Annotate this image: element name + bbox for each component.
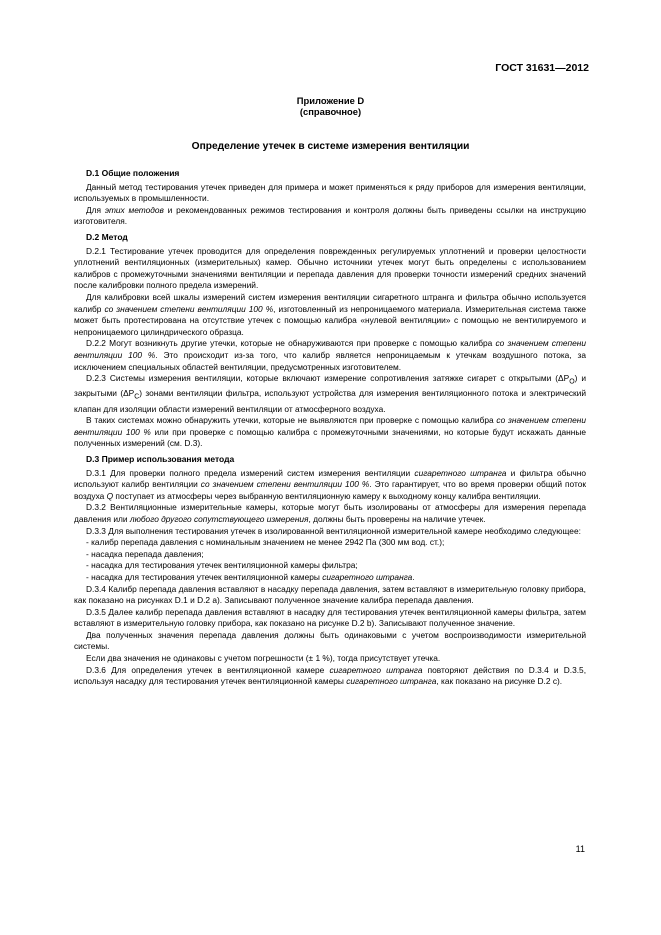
paragraph: Два полученных значения перепада давления должны быть одинаковыми с учетом воспроизводимости измерительной системы. — [74, 629, 586, 652]
paragraph: Данный метод тестирования утечек приведен для примера и может применяться к ряду приборов для измерения вентиляции, используемых в промышленности. — [74, 181, 586, 204]
paragraph: Если два значения не одинаковы с учетом погрешности (± 1 %), тогда присутствует утечка. — [86, 653, 441, 664]
paragraph: Для этих методов и рекомендованных режимов тестирования и контроля должны быть приведены ссылки на инструкцию изготовителя. — [74, 204, 586, 227]
list-item: - насадка для тестирования утечек вентиляционной камеры сигаретного штранга. — [86, 571, 415, 582]
list-item: - калибр перепада давления с номинальным значением не менее 2942 Па (300 мм вод. ст.); — [86, 537, 445, 548]
paragraph: D.2.3 Системы измерения вентиляции, которые включают измерение сопротивления затяжке сигарет с открытыми $(\Delta P_O)$ и закрытыми $(\Delta P_C)$ зонами вентиляции фильтра, используют устройства для измерения вентиляционного потока и электрический клапан для изоляции области измерений вентиляции от атмосферного воздуха. — [74, 373, 586, 414]
list-item: - насадка для тестирования утечек вентиляционной камеры фильтра; — [86, 560, 358, 571]
section-heading: D.3 Пример использования метода — [86, 453, 235, 464]
section-heading: D.2 Метод — [86, 231, 128, 242]
document-title: Определение утечек в системе измерения вентиляции — [191, 141, 470, 152]
paragraph: D.2.2 Могут возникнуть другие утечки, которые не обнаруживаются при проверке с помощью калибра со значением степени вентиляции 100 %. Это происходит из-за того, что калибр является непроницаемым к утечкам воздушного потока, за исключением специальных областей вентиляции, предусмотренных изготовителем. — [74, 338, 586, 372]
section-heading: D.1 Общие положения — [86, 168, 180, 178]
paragraph: В таких системах можно обнаружить утечки, которые не выявляются при проверке с помощью калибра со значением степени вентиляции 100 % или при проверке с помощью калибра с промежуточными значениями, но которые будут искажать данные полученных измерений (см. D.3). — [74, 415, 586, 449]
paragraph: D.2.1 Тестирование утечек проводится для определения поврежденных регулируемых уплотнений и проверки целостности уплотнений вентиляционных (измерительных) камер. Обычно источники утечек могут быть определены с использованием калибров с промежуточными значениями вентиляции и перепада давления для проверки точности измерений средних значений после калибровки полного предела измерений. — [74, 245, 586, 291]
paragraph: D.3.6 Для определения утечек в вентиляционной камере сигаретного штранга повторяют действия по D.3.4 и D.3.5, используя насадку для тестирования утечек вентиляционной камеры сигаретного штранга, как показано на рисунке D.2 с). — [74, 664, 587, 687]
appendix-title: Приложение D — [296, 95, 365, 106]
paragraph: D.3.2 Вентиляционные измерительные камеры, которые могут быть изолированы от атмосферы для измерения перепада давления или любого другого сопутствующего измерения, должны быть проверены на наличие утечек. — [74, 502, 586, 524]
paragraph: D.3.1 Для проверки полного предела измерений систем измерения вентиляции сигаретного штранга и фильтра обычно используют калибр вентиляции со значением степени вентиляции 100 %. Это гарантирует, что во время проверки общий поток воздуха Q поступает из атмосферы через выбранную вентиляционную камеру к выходному концу калибра вентиляции. — [74, 467, 587, 501]
page-number: 11 — [575, 844, 585, 854]
standard-number: ГОСТ 31631—2012 — [495, 62, 589, 74]
document-body — [74, 168, 586, 688]
list-item: - насадка перепада давления; — [86, 548, 204, 559]
paragraph: Для калибровки всей шкалы измерений систем измерения вентиляции сигаретного штранга и фильтра обычно используется калибр со значением степени вентиляции 100 %, изготовленный из непроницаемого материала. Измерительная система также может быть протестирована на отсутствие утечек с помощью калибра «нулевой вентиляции» с помощью не вентилируемого и непроницаемого цилиндрического образца. — [74, 291, 586, 337]
appendix-heading — [0, 95, 661, 117]
appendix-subtitle: (справочное) — [299, 106, 362, 117]
paragraph: D.3.5 Далее калибр перепада давления вставляют в насадку для тестирования утечек вентиляционной камеры фильтра, затем вставляют в измерительную головку прибора, как показано на рисунке D.2 b). Записывают полученное значение. — [74, 606, 586, 629]
paragraph: D.3.3 Для выполнения тестирования утечек в изолированной вентиляционной измерительной камере необходимо следующее: — [86, 525, 581, 536]
paragraph: D.3.4 Калибр перепада давления вставляют в насадку перепада давления, затем вставляют в измерительную головку прибора, как показано на рисунках D.1 и D.2 а). Записывают полученное значение калибра перепада давления. — [74, 583, 586, 606]
